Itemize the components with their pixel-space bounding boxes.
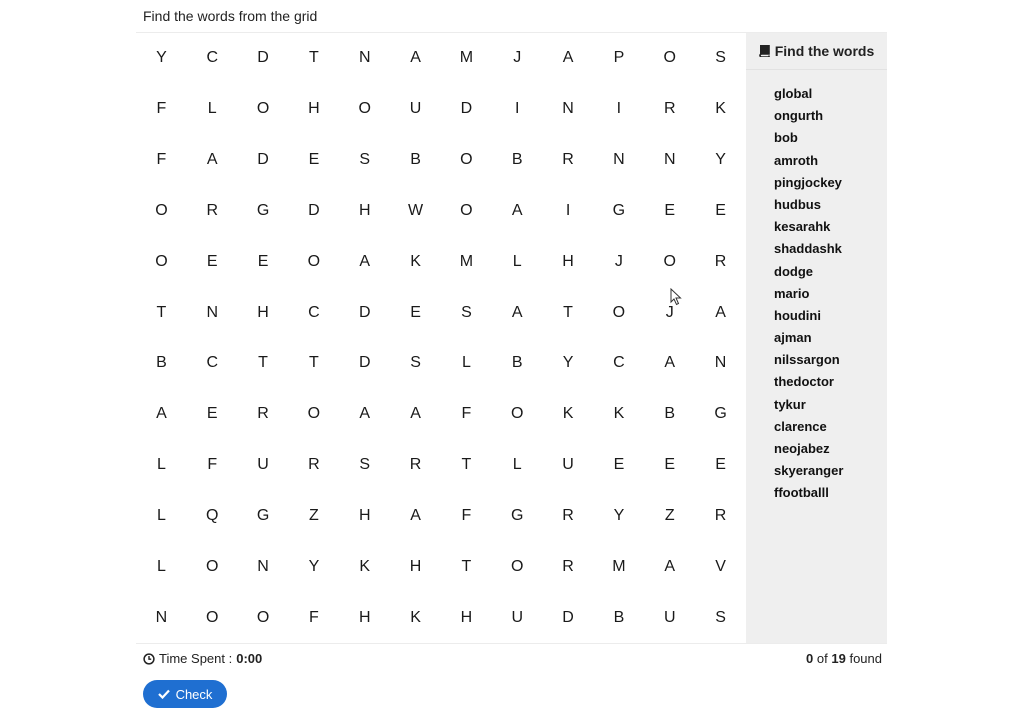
grid-cell[interactable]: R	[562, 557, 574, 575]
grid-cell[interactable]: D	[308, 201, 320, 219]
grid-cell[interactable]: G	[612, 201, 626, 219]
word-item: ajman	[774, 330, 812, 346]
grid-cell[interactable]: T	[461, 557, 472, 575]
grid-cell[interactable]: A	[410, 506, 421, 524]
grid-cell[interactable]: E	[664, 456, 676, 474]
grid-cell[interactable]: Y	[562, 354, 574, 372]
grid-cell[interactable]: N	[206, 303, 219, 321]
grid-cell[interactable]: O	[612, 303, 626, 321]
grid-cell[interactable]: I	[616, 100, 622, 118]
grid-cell[interactable]: T	[461, 456, 472, 474]
word-item: skyeranger	[774, 463, 844, 479]
grid-cell[interactable]: U	[511, 608, 524, 626]
grid-cell[interactable]: R	[562, 506, 574, 524]
grid-cell[interactable]: A	[156, 405, 167, 423]
grid-cell[interactable]: K	[410, 608, 421, 626]
grid-cell[interactable]: C	[206, 49, 219, 67]
grid-cell[interactable]: E	[715, 456, 726, 474]
grid-cell[interactable]: U	[663, 608, 676, 626]
grid-cell[interactable]: N	[562, 100, 574, 118]
grid-cell[interactable]: A	[715, 303, 726, 321]
word-item: nilssargon	[774, 352, 840, 368]
grid-cell[interactable]: B	[156, 354, 167, 372]
grid-cell[interactable]: Z	[309, 506, 319, 524]
grid-cell[interactable]: S	[359, 456, 371, 474]
grid-cell[interactable]: U	[409, 100, 422, 118]
grid-cell[interactable]: R	[206, 201, 219, 219]
grid-cell[interactable]: U	[257, 456, 269, 474]
time-label: Time Spent :	[159, 651, 233, 666]
grid-cell[interactable]: G	[256, 201, 270, 219]
grid-cell[interactable]: A	[562, 49, 574, 67]
grid-cell[interactable]: D	[358, 354, 371, 372]
grid-cell[interactable]: L	[207, 100, 217, 118]
grid-cell[interactable]: O	[155, 252, 168, 270]
grid-cell[interactable]: H	[358, 201, 371, 219]
grid-cell[interactable]: N	[358, 49, 371, 67]
grid-cell[interactable]: A	[410, 405, 421, 423]
grid-cell[interactable]: N	[257, 557, 269, 575]
grid-cell[interactable]: H	[562, 252, 574, 270]
grid-cell[interactable]: D	[358, 303, 371, 321]
grid-cell[interactable]: G	[256, 506, 270, 524]
grid-cell[interactable]: N	[613, 151, 625, 169]
timer	[143, 651, 262, 666]
grid-cell[interactable]: O	[206, 608, 219, 626]
word-item: mario	[774, 285, 810, 301]
word-list-header	[746, 33, 887, 70]
grid-cell[interactable]: O	[663, 252, 676, 270]
grid-cell[interactable]: Q	[206, 506, 219, 524]
grid-cell[interactable]: J	[665, 303, 674, 321]
grid-cell[interactable]: E	[664, 201, 676, 219]
grid-cell[interactable]: R	[409, 456, 422, 474]
grid-cell[interactable]: B	[511, 151, 523, 169]
grid-cell[interactable]: A	[511, 303, 523, 321]
word-item: thedoctor	[774, 374, 834, 390]
grid-cell[interactable]: K	[359, 557, 371, 575]
grid-cell[interactable]: Y	[156, 49, 167, 67]
grid-cell[interactable]: Y	[613, 506, 625, 524]
grid-cell[interactable]: O	[307, 252, 321, 270]
total-count: 19	[831, 651, 846, 666]
grid-cell[interactable]: C	[308, 303, 320, 321]
grid-cell[interactable]: A	[664, 354, 676, 372]
grid-cell[interactable]: I	[565, 201, 571, 219]
grid-cell[interactable]: O	[511, 405, 524, 423]
grid-cell[interactable]: G	[714, 405, 727, 423]
grid-cell[interactable]: R	[308, 456, 320, 474]
grid-cell[interactable]: J	[513, 49, 522, 67]
grid-cell[interactable]: B	[664, 405, 676, 423]
grid-cell[interactable]: O	[206, 557, 219, 575]
grid-cell[interactable]: A	[206, 151, 218, 169]
grid-cell[interactable]: N	[155, 608, 168, 626]
grid-cell[interactable]: K	[562, 405, 574, 423]
grid-cell[interactable]: F	[156, 100, 167, 118]
grid-cell[interactable]: T	[309, 354, 319, 372]
grid-cell[interactable]: N	[663, 151, 676, 169]
word-item: dodge	[774, 263, 813, 279]
word-item: houdini	[774, 307, 821, 323]
check-button-label: Check	[175, 686, 213, 702]
word-item: kesarahk	[774, 219, 831, 235]
book-icon	[759, 45, 770, 57]
grid-cell[interactable]: B	[410, 151, 421, 169]
grid-cell[interactable]: H	[308, 100, 320, 118]
grid-cell[interactable]: T	[258, 354, 268, 372]
grid-cell[interactable]: D	[257, 49, 269, 67]
grid-cell[interactable]: D	[257, 151, 269, 169]
grid-cell[interactable]: O	[307, 405, 321, 423]
grid-cell[interactable]: S	[715, 49, 726, 67]
checkmark-icon	[158, 689, 170, 699]
grid-cell[interactable]: E	[410, 303, 421, 321]
grid-cell[interactable]: L	[512, 252, 522, 270]
check-button[interactable]	[143, 680, 227, 708]
grid-cell[interactable]: O	[256, 100, 270, 118]
grid-cell[interactable]: L	[156, 506, 166, 524]
instruction-text: Find the words from the grid	[143, 8, 318, 24]
grid-cell[interactable]: S	[359, 151, 371, 169]
grid-cell[interactable]: F	[461, 506, 472, 524]
grid-cell[interactable]: F	[156, 151, 167, 169]
grid-cell[interactable]: O	[155, 201, 168, 219]
grid-cell[interactable]: H	[358, 608, 371, 626]
grid-cell[interactable]: M	[612, 557, 626, 575]
grid-cell[interactable]: O	[460, 201, 473, 219]
word-item: ongurth	[774, 108, 824, 124]
grid-cell[interactable]: W	[408, 201, 424, 219]
grid-cell[interactable]: T	[156, 303, 167, 321]
grid-cell[interactable]: F	[461, 405, 472, 423]
grid-cell[interactable]: A	[664, 557, 676, 575]
word-item: pingjockey	[774, 174, 842, 190]
grid-cell[interactable]: R	[562, 151, 574, 169]
grid-cell[interactable]: I	[515, 100, 520, 118]
grid-cell[interactable]: T	[563, 303, 573, 321]
grid-cell[interactable]: T	[309, 49, 319, 67]
grid-cell[interactable]: R	[663, 100, 676, 118]
found-count: 0	[806, 651, 814, 666]
grid-cell[interactable]: M	[459, 252, 474, 270]
grid-cell[interactable]: F	[309, 608, 319, 626]
grid-cell[interactable]: Y	[715, 151, 726, 169]
grid-cell[interactable]: E	[308, 151, 320, 169]
puzzle-area	[136, 32, 887, 644]
found-label: found	[849, 651, 882, 666]
grid-cell[interactable]: A	[410, 49, 421, 67]
grid-cell[interactable]: H	[257, 303, 269, 321]
found-of: of	[816, 651, 828, 666]
grid-cell[interactable]: K	[410, 252, 421, 270]
grid-cell[interactable]: L	[156, 557, 166, 575]
grid-cell[interactable]: L	[156, 456, 166, 474]
grid-cell[interactable]: C	[206, 354, 219, 372]
grid-cell[interactable]: S	[410, 354, 421, 372]
word-item: amroth	[774, 152, 819, 168]
grid-cell[interactable]: O	[460, 151, 473, 169]
grid-cell[interactable]: N	[714, 354, 727, 372]
word-list	[746, 70, 887, 505]
grid-cell[interactable]: E	[715, 201, 726, 219]
grid-cell[interactable]: J	[614, 252, 623, 270]
grid-cell[interactable]: G	[511, 506, 524, 524]
word-list-title: Find the words	[774, 43, 875, 59]
grid-cell[interactable]: U	[562, 456, 574, 474]
found-counter	[806, 651, 882, 666]
grid-cell[interactable]: Y	[308, 557, 320, 575]
time-value: 0:00	[236, 651, 263, 666]
grid-cell[interactable]: B	[613, 608, 625, 626]
word-item: hudbus	[774, 196, 821, 212]
grid-cell[interactable]: R	[257, 405, 269, 423]
grid-cell[interactable]: E	[206, 252, 218, 270]
grid-cell[interactable]: D	[562, 608, 574, 626]
grid-cell[interactable]: P	[613, 49, 625, 67]
clock-icon	[143, 653, 155, 665]
word-item: neojabez	[774, 441, 830, 456]
grid-cell[interactable]: M	[459, 49, 474, 67]
grid-cell[interactable]: S	[461, 303, 472, 321]
word-item: clarence	[774, 418, 827, 434]
grid-cell[interactable]: R	[714, 252, 727, 270]
word-item: ffootballl	[774, 485, 829, 501]
grid-cell[interactable]: A	[359, 405, 371, 423]
grid-cell[interactable]: L	[512, 456, 522, 474]
grid-cell[interactable]: K	[613, 405, 625, 423]
grid-cell[interactable]: E	[613, 456, 625, 474]
grid-cell[interactable]: E	[257, 252, 269, 270]
grid-cell[interactable]: H	[409, 557, 422, 575]
grid-cell[interactable]: O	[511, 557, 524, 575]
grid-cell[interactable]: K	[715, 100, 726, 118]
grid-cell[interactable]: O	[358, 100, 371, 118]
grid-cell[interactable]: B	[511, 354, 523, 372]
grid-cell[interactable]: A	[511, 201, 523, 219]
grid-cell[interactable]: D	[460, 100, 473, 118]
grid-cell[interactable]: S	[715, 608, 726, 626]
grid-cell[interactable]: C	[613, 354, 625, 372]
grid-cell[interactable]: L	[461, 354, 471, 372]
grid-cell[interactable]: E	[206, 405, 218, 423]
grid-cell[interactable]: F	[207, 456, 218, 474]
word-list-panel	[746, 33, 887, 643]
grid-cell[interactable]: H	[460, 608, 473, 626]
word-item: shaddashk	[774, 241, 842, 257]
word-item: tykur	[774, 396, 806, 412]
grid-cell[interactable]: V	[715, 557, 726, 575]
mouse-cursor-icon	[670, 288, 682, 306]
grid-cell[interactable]: R	[714, 506, 727, 524]
grid-cell[interactable]: O	[663, 49, 676, 67]
grid-cell[interactable]: Z	[664, 506, 675, 524]
grid-cell[interactable]: H	[358, 506, 371, 524]
grid-cell[interactable]: O	[256, 608, 270, 626]
word-item: global	[774, 86, 813, 101]
letter-grid[interactable]	[136, 33, 746, 643]
grid-cell[interactable]: A	[359, 252, 371, 270]
word-item: bob	[774, 130, 798, 146]
